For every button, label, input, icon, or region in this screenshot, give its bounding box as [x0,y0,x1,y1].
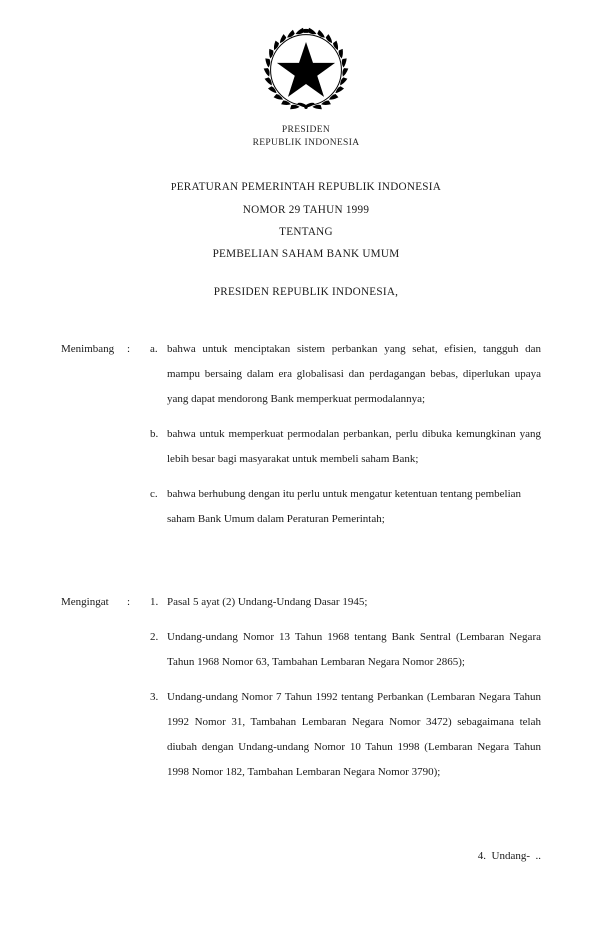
emblem-caption-line2: REPUBLIK INDONESIA [252,137,360,148]
item-marker: 2. [150,631,159,643]
legal-basis-items [150,590,541,785]
item-text: bahwa untuk menciptakan sistem perbankan yang sehat, efisien, tangguh dan mampu bersaing dalam era globalisasi dan perdagangan bebas, diperlukan upaya yang dapat mendorong Bank memperkuat permodalannya; [167,343,541,405]
title-first-letter: P [170,182,177,193]
item-text: Undang-undang Nomor 7 Tahun 1992 tentang Perbankan (Lembaran Negara Tahun 1992 Nomor 31, Tambahan Lembaran Negara Nomor 3472) sebagaimana telah diubah dengan Undang-undang Nomor 10 Tahun 1998 (Lembaran Negara Tahun 1998 Nomor 182, Tambahan Lembaran Negara Nomor 3790); [167,691,541,778]
legal-basis-label: Mengingat [61,596,109,608]
considerations-label: Menimbang [61,343,115,355]
considerations-section [61,337,541,532]
title-regulation-name [0,176,612,199]
item-text: bahwa untuk memperkuat permodalan perbankan, perlu dibuka kemungkinan yang lebih besar bagi masyarakat untuk membeli saham Bank; [167,428,541,465]
item-marker: a. [150,343,158,355]
emblem-caption-line1: PRESIDEN [281,125,331,135]
item-marker: c. [150,488,158,500]
title-subject: PEMBELIAN SAHAM BANK UMUM [212,248,400,260]
signatory-heading: PRESIDEN REPUBLIK INDONESIA, [213,286,399,298]
presidential-seal-icon [260,24,352,116]
title-regulation-name-rest: ERATURAN PEMERINTAH REPUBLIK INDONESIA [176,181,442,193]
item-text: Pasal 5 ayat (2) Undang-Undang Dasar 1945; [167,596,368,608]
page-continuation-marker: 4. Undang- .. [477,850,541,862]
letterhead [0,24,612,149]
document-title-block [0,176,612,265]
title-number-year: NOMOR 29 TAHUN 1999 [242,204,370,216]
title-tentang: TENTANG [279,226,333,238]
list-item [150,590,541,615]
list-item [150,422,541,472]
considerations-items [150,337,541,532]
list-item [150,337,541,412]
item-marker: 3. [150,691,159,703]
item-text: bahwa berhubung dengan itu perlu untuk mengatur ketentuan tentang pembelian saham Bank Umum dalam Peraturan Pemerintah; [167,488,522,525]
list-item [150,625,541,675]
emblem-caption [0,124,612,149]
list-item [150,685,541,785]
item-text: Undang-undang Nomor 13 Tahun 1968 tentang Bank Sentral (Lembaran Negara Tahun 1968 Nomor 63, Tambahan Lembaran Negara Nomor 2865); [167,631,541,668]
legal-basis-colon: : [127,596,131,608]
list-item [150,482,541,532]
item-marker: 1. [150,596,159,608]
legal-basis-section [61,590,541,785]
considerations-colon: : [127,343,131,355]
item-marker: b. [150,428,159,440]
